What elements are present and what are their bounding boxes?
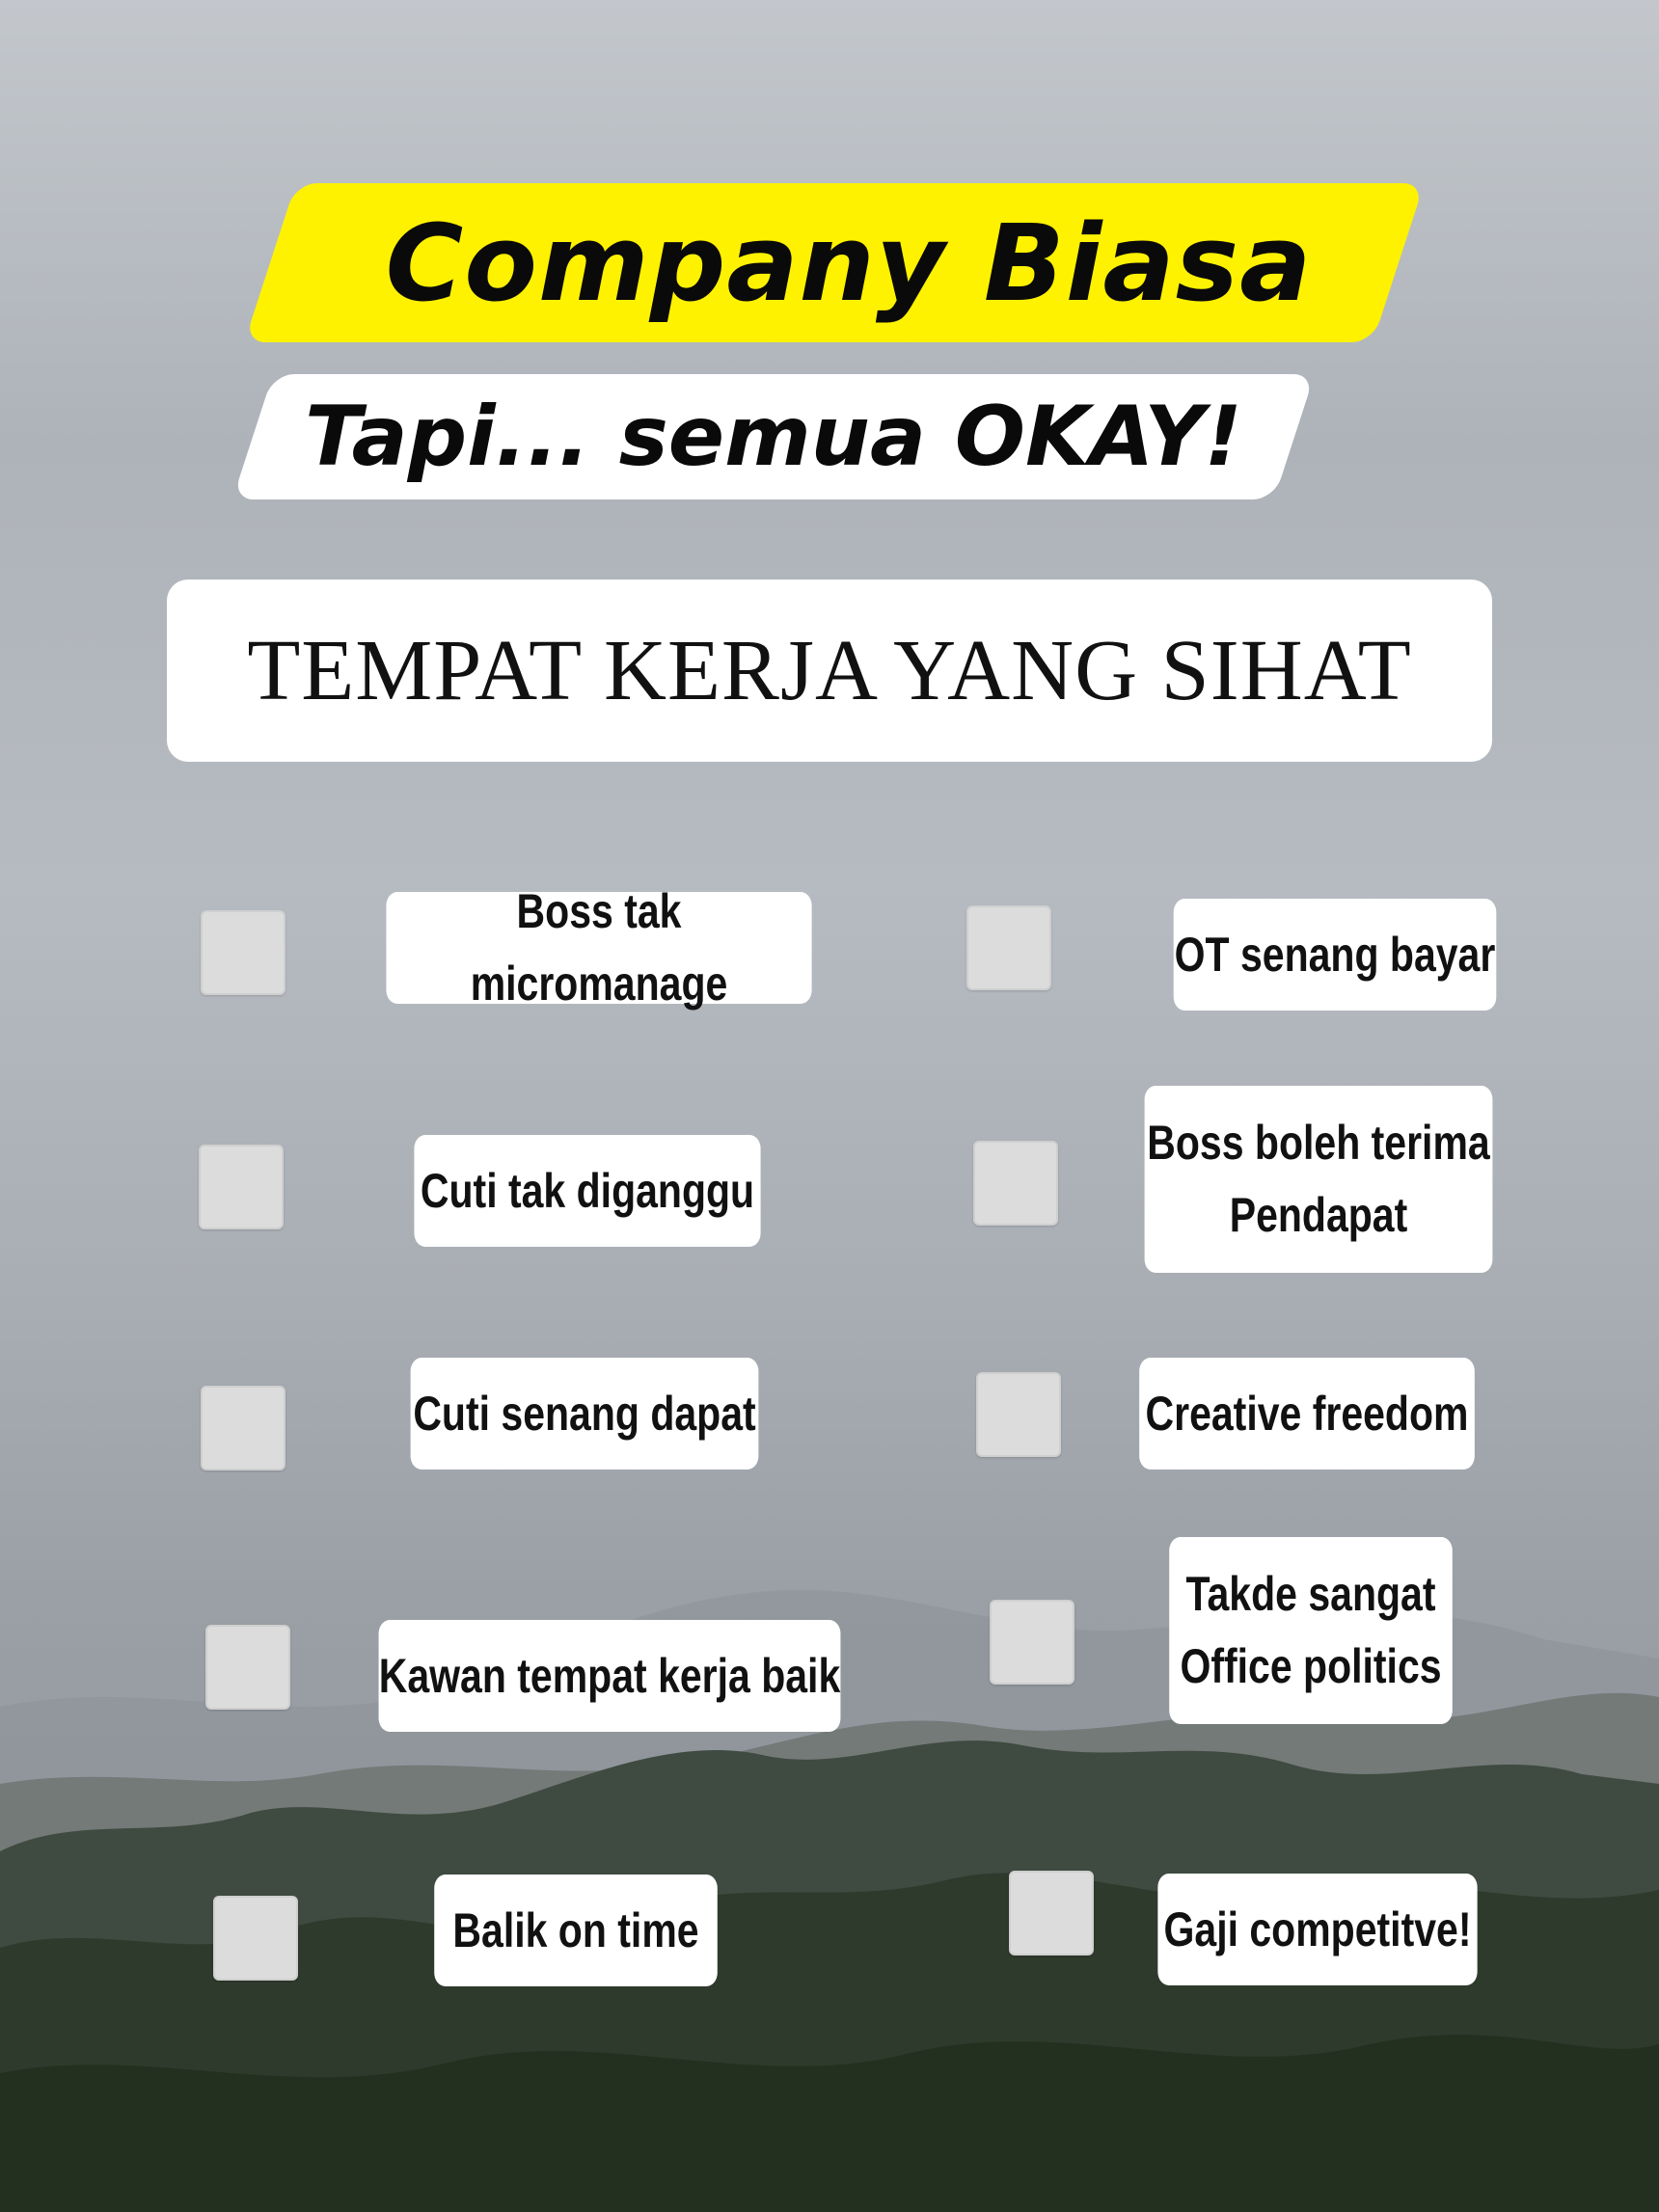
checkbox-cuti-senang-dapat[interactable] <box>201 1386 286 1470</box>
checkbox-cuti-tak-diganggu[interactable] <box>199 1145 284 1229</box>
checklist-label <box>1145 1086 1493 1273</box>
checklist-label-text: Balik on time <box>452 1902 699 1957</box>
checklist-label <box>379 1620 841 1732</box>
checklist-label <box>414 1135 760 1247</box>
checklist-label-text: Office politics <box>1180 1639 1442 1693</box>
page-subtitle: Tapi... semua OKAY! <box>305 389 1242 485</box>
checkbox-creative-freedom[interactable] <box>976 1372 1061 1457</box>
checklist-label-text: Cuti tak diganggu <box>420 1163 755 1218</box>
checkbox-kawan-tempat-kerja-baik[interactable] <box>205 1625 290 1710</box>
checklist-label <box>1157 1874 1477 1985</box>
checkbox-gaji-competitve[interactable] <box>1009 1871 1094 1956</box>
checklist-label-text: Creative freedom <box>1145 1386 1469 1441</box>
title-banner <box>270 183 1399 342</box>
checkbox-boss-tak-micromanage[interactable] <box>201 910 286 995</box>
checklist-label <box>1139 1358 1475 1470</box>
checklist-label-text: Kawan tempat kerja baik <box>378 1648 841 1703</box>
section-heading: TEMPAT KERJA YANG SIHAT <box>167 580 1492 762</box>
checklist-label <box>1174 899 1497 1011</box>
checklist-label-text: Takde sangat <box>1185 1567 1436 1621</box>
checklist-label-text: OT senang bayar <box>1174 927 1496 982</box>
subtitle-banner <box>253 374 1294 499</box>
checklist-label <box>411 1358 759 1470</box>
checklist-label <box>434 1875 718 1986</box>
checkbox-ot-senang-bayar[interactable] <box>966 905 1051 990</box>
checkbox-takde-sangat-office-politics[interactable] <box>990 1600 1074 1685</box>
checklist-label-text: Cuti senang dapat <box>413 1386 756 1441</box>
checkbox-boss-boleh-terima-pendapat[interactable] <box>973 1141 1058 1226</box>
checklist-label-text: Gaji competitve! <box>1163 1902 1472 1956</box>
checklist-label <box>1169 1537 1453 1724</box>
checklist-label-text: Boss boleh terima <box>1147 1116 1490 1170</box>
page-title: Company Biasa <box>385 201 1313 325</box>
checklist-label <box>386 884 811 1011</box>
checkbox-balik-on-time[interactable] <box>213 1896 298 1981</box>
checklist-label-text: Boss tak micromanage <box>470 884 728 1011</box>
checklist-label-text: Pendapat <box>1229 1188 1408 1242</box>
